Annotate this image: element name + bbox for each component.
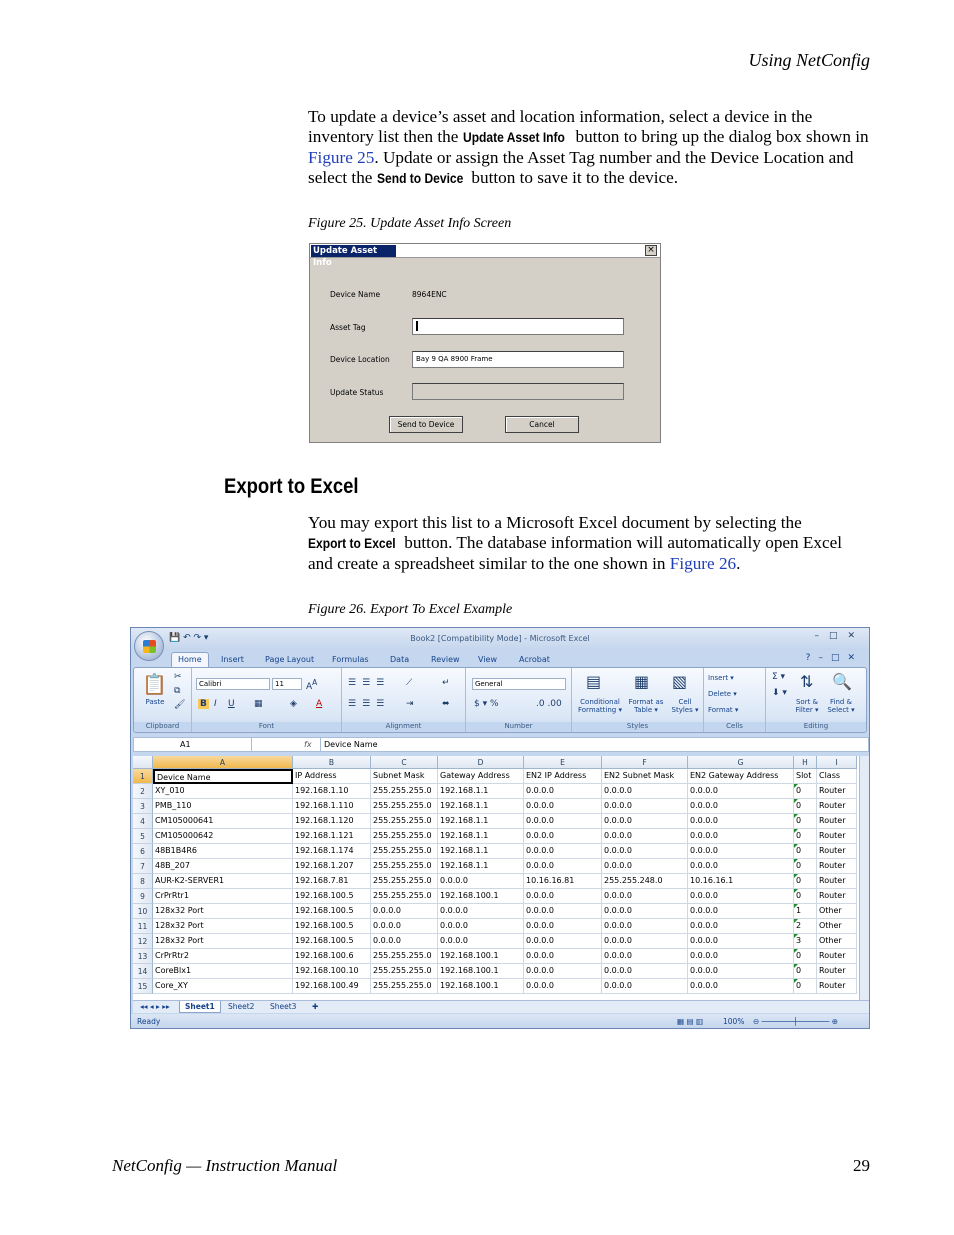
update-status-field — [412, 383, 624, 400]
table-cell[interactable]: Core_XY — [153, 979, 293, 994]
table-cell[interactable]: 0.0.0.0 — [688, 889, 794, 904]
header-cell[interactable]: EN2 Subnet Mask — [602, 769, 688, 784]
conditional-formatting-label[interactable]: Conditional Formatting ▾ — [578, 698, 622, 714]
sheet-tab-2[interactable]: Sheet2 — [228, 1002, 255, 1011]
sheet-tab-3[interactable]: Sheet3 — [270, 1002, 297, 1011]
grow-font-icon[interactable]: $A^A$ — [306, 678, 318, 692]
row-header[interactable]: 10 — [133, 904, 153, 919]
table-cell[interactable]: 0.0.0.0 — [524, 964, 602, 979]
row-header[interactable]: 5 — [133, 829, 153, 844]
styles-group-label: Styles — [572, 722, 703, 731]
text-caret — [416, 321, 418, 331]
insert-sheet-icon[interactable]: ✚ — [312, 1002, 319, 1011]
table-cell[interactable]: CrPrRtr1 — [153, 889, 293, 904]
row-header[interactable]: 12 — [133, 934, 153, 949]
table-cell[interactable]: 0 — [794, 844, 817, 859]
row-header[interactable]: 15 — [133, 979, 153, 994]
table-cell[interactable]: 192.168.1.1 — [438, 859, 524, 874]
table-cell[interactable]: 192.168.100.5 — [293, 889, 371, 904]
find-select-icon[interactable]: 🔍 — [832, 672, 852, 691]
table-cell[interactable]: 192.168.1.1 — [438, 844, 524, 859]
table-cell[interactable]: 2 — [794, 919, 817, 934]
footer-title: NetConfig — Instruction Manual — [112, 1156, 338, 1175]
merge-center-icon[interactable]: ⬌ — [442, 699, 450, 709]
group-number — [466, 668, 572, 732]
header-cell[interactable]: Gateway Address — [438, 769, 524, 784]
send-to-device-term: Send to Device — [376, 169, 464, 186]
tab-review[interactable]: Review — [431, 655, 460, 664]
row-header[interactable]: 7 — [133, 859, 153, 874]
table-cell[interactable]: 0 — [794, 784, 817, 799]
table-cell[interactable]: 0.0.0.0 — [688, 859, 794, 874]
table-cell[interactable]: 255.255.255.0 — [371, 874, 438, 889]
running-header: Using NetConfig — [748, 50, 870, 70]
table-cell[interactable]: 0.0.0.0 — [524, 919, 602, 934]
borders-icon[interactable]: ▦ — [254, 699, 263, 709]
formula-bar — [133, 737, 869, 752]
office-logo-icon — [143, 640, 156, 653]
tab-page-layout[interactable]: Page Layout — [265, 655, 315, 664]
row-header[interactable]: 3 — [133, 799, 153, 814]
row-header[interactable]: 2 — [133, 784, 153, 799]
figure-25-caption: Figure 25. Update Asset Info Screen — [308, 216, 512, 231]
row-header[interactable]: 11 — [133, 919, 153, 934]
table-cell[interactable]: 192.168.100.1 — [438, 979, 524, 994]
table-cell[interactable]: 0.0.0.0 — [524, 829, 602, 844]
table-cell[interactable]: Router — [817, 964, 857, 979]
column-header[interactable]: C — [371, 756, 438, 769]
row-header[interactable]: 1 — [133, 769, 153, 784]
column-header[interactable]: D — [438, 756, 524, 769]
column-header[interactable]: G — [688, 756, 794, 769]
sheet-tab-1[interactable]: Sheet1 — [179, 1001, 221, 1013]
table-cell[interactable]: 0 — [794, 949, 817, 964]
group-cells — [704, 668, 766, 732]
table-cell[interactable]: 0.0.0.0 — [602, 799, 688, 814]
status-bar — [131, 1014, 869, 1029]
table-cell[interactable]: CM105000641 — [153, 814, 293, 829]
table-cell[interactable]: 0 — [794, 814, 817, 829]
vertical-align-icons[interactable]: ☰☰☰ — [348, 678, 391, 688]
table-cell[interactable]: 0.0.0.0 — [688, 814, 794, 829]
table-cell[interactable]: 0 — [794, 889, 817, 904]
excel-title-bar — [131, 628, 869, 650]
table-cell[interactable]: Other — [817, 904, 857, 919]
table-cell[interactable]: 255.255.255.0 — [371, 799, 438, 814]
column-header[interactable]: E — [524, 756, 602, 769]
group-clipboard — [134, 668, 192, 732]
tab-data[interactable]: Data — [390, 655, 410, 664]
table-cell[interactable]: Other — [817, 934, 857, 949]
fill-icon[interactable]: ⬇ ▾ — [772, 688, 787, 698]
table-cell[interactable]: 1 — [794, 904, 817, 919]
cell-styles-icon[interactable]: ▧ — [672, 672, 688, 691]
table-cell[interactable]: 0.0.0.0 — [524, 784, 602, 799]
table-cell[interactable]: 0.0.0.0 — [524, 889, 602, 904]
fill-color-icon[interactable]: ◈ — [290, 699, 297, 709]
table-cell[interactable]: 48B_207 — [153, 859, 293, 874]
format-as-table-icon[interactable]: ▦ — [634, 672, 650, 691]
table-cell[interactable]: 0.0.0.0 — [688, 784, 794, 799]
tab-acrobat[interactable]: Acrobat — [519, 655, 550, 664]
column-header[interactable]: I — [817, 756, 857, 769]
name-box[interactable]: A1 — [134, 738, 252, 751]
table-cell[interactable]: 192.168.1.174 — [293, 844, 371, 859]
figure-25-link[interactable]: Figure 25 — [308, 147, 375, 167]
formula-input[interactable]: Device Name — [320, 738, 378, 751]
table-cell[interactable]: 0.0.0.0 — [688, 904, 794, 919]
table-cell[interactable]: 0.0.0.0 — [688, 979, 794, 994]
select-all-corner[interactable] — [133, 756, 153, 769]
table-cell[interactable]: 0.0.0.0 — [688, 919, 794, 934]
sort-filter-label[interactable]: Sort & Filter ▾ — [795, 698, 819, 714]
table-cell[interactable]: 0.0.0.0 — [524, 934, 602, 949]
table-cell[interactable]: PMB_110 — [153, 799, 293, 814]
format-cells-button[interactable]: Format ▾ — [708, 706, 739, 714]
update-asset-info-dialog — [309, 243, 661, 443]
device-name-value: 8964ENC — [412, 290, 447, 299]
table-cell[interactable]: 0.0.0.0 — [688, 949, 794, 964]
row-header[interactable]: 13 — [133, 949, 153, 964]
table-cell[interactable]: Router — [817, 814, 857, 829]
paste-icon[interactable]: 📋 — [142, 672, 167, 696]
table-cell[interactable]: 0.0.0.0 — [602, 904, 688, 919]
table-cell[interactable]: 0.0.0.0 — [602, 844, 688, 859]
send-to-device-button[interactable]: Send to Device — [389, 416, 463, 433]
table-cell[interactable]: 192.168.1.120 — [293, 814, 371, 829]
asset-tag-field[interactable] — [412, 318, 624, 335]
header-cell[interactable]: IP Address — [293, 769, 371, 784]
table-cell[interactable]: 0 — [794, 979, 817, 994]
table-cell[interactable]: 192.168.1.110 — [293, 799, 371, 814]
table-cell[interactable]: Router — [817, 889, 857, 904]
table-cell[interactable]: 255.255.255.0 — [371, 889, 438, 904]
table-cell[interactable]: 192.168.100.6 — [293, 949, 371, 964]
table-cell[interactable]: 0.0.0.0 — [602, 859, 688, 874]
vertical-scrollbar[interactable] — [859, 756, 869, 1002]
table-cell[interactable]: 0.0.0.0 — [524, 979, 602, 994]
font-size-box[interactable]: 11 — [272, 678, 302, 690]
dialog-title: Update Asset Info — [311, 245, 396, 257]
zoom-level[interactable]: 100% — [723, 1017, 745, 1026]
table-cell[interactable]: 192.168.7.81 — [293, 874, 371, 889]
editing-group-label: Editing — [766, 722, 866, 731]
column-header[interactable]: A — [153, 756, 293, 769]
paste-label[interactable]: Paste — [145, 698, 165, 706]
table-cell[interactable]: 192.168.100.1 — [438, 964, 524, 979]
table-cell[interactable]: 48B1B4R6 — [153, 844, 293, 859]
device-location-label: Device Location — [330, 355, 390, 364]
spreadsheet-grid[interactable] — [133, 756, 859, 1000]
table-cell[interactable]: 0.0.0.0 — [524, 799, 602, 814]
row-header[interactable]: 9 — [133, 889, 153, 904]
table-cell[interactable]: Router — [817, 874, 857, 889]
table-cell[interactable]: 255.255.255.0 — [371, 844, 438, 859]
figure-26-link[interactable]: Figure 26 — [669, 553, 737, 573]
conditional-formatting-icon[interactable]: ▤ — [586, 672, 602, 691]
font-color-icon[interactable]: A — [316, 699, 323, 709]
table-cell[interactable]: Router — [817, 979, 857, 994]
table-cell[interactable]: 0.0.0.0 — [524, 949, 602, 964]
table-cell[interactable]: 255.255.255.0 — [371, 964, 438, 979]
table-cell[interactable]: 0.0.0.0 — [524, 859, 602, 874]
table-cell[interactable]: 0.0.0.0 — [438, 934, 524, 949]
table-cell[interactable]: 0.0.0.0 — [602, 829, 688, 844]
table-cell[interactable]: 255.255.255.0 — [371, 829, 438, 844]
close-icon[interactable]: × — [645, 245, 657, 256]
device-location-field[interactable]: Bay 9 QA 8900 Frame — [412, 351, 624, 368]
number-format-box[interactable]: General — [472, 678, 566, 690]
wrap-text-icon[interactable]: ↵ — [442, 678, 450, 688]
header-cell[interactable]: Slot — [794, 769, 817, 784]
table-cell[interactable]: 0.0.0.0 — [688, 934, 794, 949]
format-painter-icon[interactable]: 🖌 — [174, 700, 186, 710]
table-cell[interactable]: 0.0.0.0 — [371, 934, 438, 949]
table-cell[interactable]: 0 — [794, 874, 817, 889]
group-alignment — [342, 668, 466, 732]
italic-icon[interactable]: I — [214, 699, 217, 709]
table-cell[interactable]: Router — [817, 784, 857, 799]
table-cell[interactable]: 0.0.0.0 — [602, 964, 688, 979]
table-cell[interactable]: 192.168.1.1 — [438, 784, 524, 799]
group-styles — [572, 668, 704, 732]
tab-home[interactable]: Home — [171, 652, 209, 668]
indent-icon[interactable]: ⇥ — [406, 699, 414, 709]
table-cell[interactable]: 192.168.100.10 — [293, 964, 371, 979]
cut-icon[interactable]: ✂ — [174, 672, 182, 682]
intro-paragraph: To update a device’s asset and location information, select a device in the inventory list then the Update Asset Info button to bring up the dialog box shown in Figure 25. Update or assign the Asset Tag number and the Device Location and select the Send to Device button to save it to the device. — [308, 107, 869, 187]
currency-icon[interactable]: $ ▾ % — [474, 699, 499, 709]
autosum-icon[interactable]: Σ ▾ — [772, 672, 786, 682]
sort-filter-icon[interactable]: ⇅ — [800, 672, 814, 691]
ribbon — [133, 667, 867, 733]
page-number: 29 — [853, 1156, 870, 1175]
table-cell[interactable]: 0.0.0.0 — [524, 814, 602, 829]
table-cell[interactable]: 192.168.1.1 — [438, 814, 524, 829]
table-cell[interactable]: 0.0.0.0 — [688, 799, 794, 814]
update-asset-info-term: Update Asset Info — [462, 129, 565, 146]
table-cell[interactable]: 10.16.16.1 — [688, 874, 794, 889]
group-font — [192, 668, 342, 732]
row-header[interactable]: 8 — [133, 874, 153, 889]
update-status-label: Update Status — [330, 388, 384, 397]
figure-26-caption: Figure 26. Export To Excel Example — [308, 602, 513, 617]
export-paragraph: You may export this list to a Microsoft Excel document by selecting the Export to Excel button. The database information will automatically open Excel and create a spreadsheet similar to the one shown in Figure 26. — [308, 513, 843, 573]
table-cell[interactable]: 192.168.1.1 — [438, 799, 524, 814]
copy-icon[interactable]: ⧉ — [174, 686, 181, 696]
table-cell[interactable]: 128x32 Port — [153, 919, 293, 934]
format-as-table-label[interactable]: Format as Table ▾ — [628, 698, 664, 714]
table-cell[interactable]: 192.168.100.5 — [293, 934, 371, 949]
find-select-label[interactable]: Find & Select ▾ — [827, 698, 855, 714]
column-header[interactable]: B — [293, 756, 371, 769]
clipboard-group-label: Clipboard — [134, 722, 191, 731]
header-cell[interactable]: EN2 IP Address — [524, 769, 602, 784]
horizontal-align-icons[interactable]: ☰☰☰ — [348, 699, 391, 709]
table-cell[interactable]: 255.255.255.0 — [371, 784, 438, 799]
table-cell[interactable]: 0.0.0.0 — [602, 919, 688, 934]
table-cell[interactable]: 3 — [794, 934, 817, 949]
font-group-label: Font — [192, 722, 341, 731]
column-header[interactable]: F — [602, 756, 688, 769]
window-controls[interactable]: –□✕ — [814, 631, 865, 641]
table-cell[interactable]: 192.168.100.1 — [438, 949, 524, 964]
cancel-button[interactable]: Cancel — [505, 416, 579, 433]
asset-tag-label: Asset Tag — [330, 323, 366, 332]
table-cell[interactable]: Router — [817, 949, 857, 964]
decimal-icon[interactable]: .0 .00 — [536, 699, 562, 709]
table-cell[interactable]: AUR-K2-SERVER1 — [153, 874, 293, 889]
export-to-excel-term: Export to Excel — [308, 535, 396, 552]
row-header[interactable]: 14 — [133, 964, 153, 979]
office-button[interactable] — [134, 631, 164, 661]
tab-formulas[interactable]: Formulas — [332, 655, 369, 664]
table-cell[interactable]: 0.0.0.0 — [438, 919, 524, 934]
table-cell[interactable]: 128x32 Port — [153, 934, 293, 949]
orientation-icon[interactable]: ⟋ — [406, 678, 413, 688]
table-cell[interactable]: 192.168.1.10 — [293, 784, 371, 799]
table-cell[interactable]: 0.0.0.0 — [524, 844, 602, 859]
header-cell[interactable]: EN2 Gateway Address — [688, 769, 794, 784]
table-cell[interactable]: Router — [817, 829, 857, 844]
table-cell[interactable]: 192.168.100.49 — [293, 979, 371, 994]
table-cell[interactable]: 192.168.100.5 — [293, 919, 371, 934]
table-cell[interactable]: 0 — [794, 859, 817, 874]
sheet-tab-bar — [133, 1000, 869, 1013]
table-cell[interactable]: 0.0.0.0 — [688, 964, 794, 979]
table-cell[interactable]: 192.168.100.1 — [438, 889, 524, 904]
table-cell[interactable]: 128x32 Port — [153, 904, 293, 919]
table-cell[interactable]: Other — [817, 919, 857, 934]
quick-access-toolbar[interactable]: 💾 ↶ ↷ ▾ — [169, 633, 209, 643]
table-cell[interactable]: 0.0.0.0 — [438, 904, 524, 919]
table-cell[interactable]: 0.0.0.0 — [602, 934, 688, 949]
table-cell[interactable]: 0.0.0.0 — [602, 979, 688, 994]
window-title: Book2 [Compatibility Mode] - Microsoft Excel — [410, 634, 590, 643]
header-cell[interactable]: Class — [817, 769, 857, 784]
table-cell[interactable]: 0.0.0.0 — [524, 904, 602, 919]
table-cell[interactable]: 0.0.0.0 — [602, 949, 688, 964]
group-editing — [766, 668, 866, 732]
help-and-workbook-controls[interactable]: ?–□✕ — [805, 653, 863, 663]
excel-window — [130, 627, 870, 1029]
table-cell[interactable]: 255.255.255.0 — [371, 814, 438, 829]
table-cell[interactable]: 255.255.255.0 — [371, 979, 438, 994]
table-cell[interactable]: 255.255.248.0 — [602, 874, 688, 889]
column-header[interactable]: H — [794, 756, 817, 769]
cells-group-label: Cells — [704, 722, 765, 731]
table-cell[interactable]: 0.0.0.0 — [602, 889, 688, 904]
delete-cells-button[interactable]: Delete ▾ — [708, 690, 737, 698]
ribbon-tabs — [131, 650, 869, 667]
table-cell[interactable]: 192.168.1.121 — [293, 829, 371, 844]
sheet-nav-arrows[interactable]: ◂◂ ◂ ▸ ▸▸ — [140, 1002, 170, 1011]
tab-view[interactable]: View — [478, 655, 497, 664]
insert-cells-button[interactable]: Insert ▾ — [708, 674, 734, 682]
table-cell[interactable]: 0.0.0.0 — [602, 784, 688, 799]
number-group-label: Number — [466, 722, 571, 731]
status-text: Ready — [137, 1017, 161, 1026]
table-cell[interactable]: 0.0.0.0 — [688, 829, 794, 844]
table-cell[interactable]: CM105000642 — [153, 829, 293, 844]
row-header[interactable]: 4 — [133, 814, 153, 829]
row-header[interactable]: 6 — [133, 844, 153, 859]
table-cell[interactable]: 0.0.0.0 — [371, 904, 438, 919]
table-cell[interactable]: 0 — [794, 829, 817, 844]
tab-insert[interactable]: Insert — [221, 655, 244, 664]
table-cell[interactable]: CrPrRtr2 — [153, 949, 293, 964]
table-cell[interactable]: 192.168.100.5 — [293, 904, 371, 919]
table-cell[interactable]: 255.255.255.0 — [371, 859, 438, 874]
alignment-group-label: Alignment — [342, 722, 465, 731]
table-cell[interactable]: 192.168.1.1 — [438, 829, 524, 844]
table-cell[interactable]: 0.0.0.0 — [688, 844, 794, 859]
fx-icon[interactable]: fx — [304, 740, 312, 749]
view-buttons[interactable]: ▦ ▤ ▥ — [677, 1017, 704, 1026]
table-cell[interactable]: 10.16.16.81 — [524, 874, 602, 889]
section-heading: Export to Excel — [224, 475, 359, 498]
table-cell[interactable]: Router — [817, 859, 857, 874]
table-cell[interactable]: Router — [817, 844, 857, 859]
table-cell[interactable]: XY_010 — [153, 784, 293, 799]
table-cell[interactable]: CoreBlx1 — [153, 964, 293, 979]
table-cell[interactable]: 0 — [794, 964, 817, 979]
table-cell[interactable]: Router — [817, 799, 857, 814]
table-cell[interactable]: 0.0.0.0 — [602, 814, 688, 829]
device-name-label: Device Name — [330, 290, 381, 299]
dialog-title-bar — [310, 244, 660, 268]
table-cell[interactable]: 0.0.0.0 — [371, 919, 438, 934]
bold-icon[interactable]: B — [200, 699, 207, 709]
cell-styles-label[interactable]: Cell Styles ▾ — [671, 698, 699, 714]
header-cell[interactable]: Subnet Mask — [371, 769, 438, 784]
header-cell[interactable]: Device Name — [153, 769, 293, 784]
table-cell[interactable]: 0 — [794, 799, 817, 814]
font-name-box[interactable]: Calibri — [196, 678, 270, 690]
table-cell[interactable]: 255.255.255.0 — [371, 949, 438, 964]
zoom-slider[interactable]: ⊖ ───────┼─────── ⊕ — [753, 1017, 839, 1026]
table-cell[interactable]: 0.0.0.0 — [438, 874, 524, 889]
underline-icon[interactable]: U — [228, 699, 235, 709]
table-cell[interactable]: 192.168.1.207 — [293, 859, 371, 874]
